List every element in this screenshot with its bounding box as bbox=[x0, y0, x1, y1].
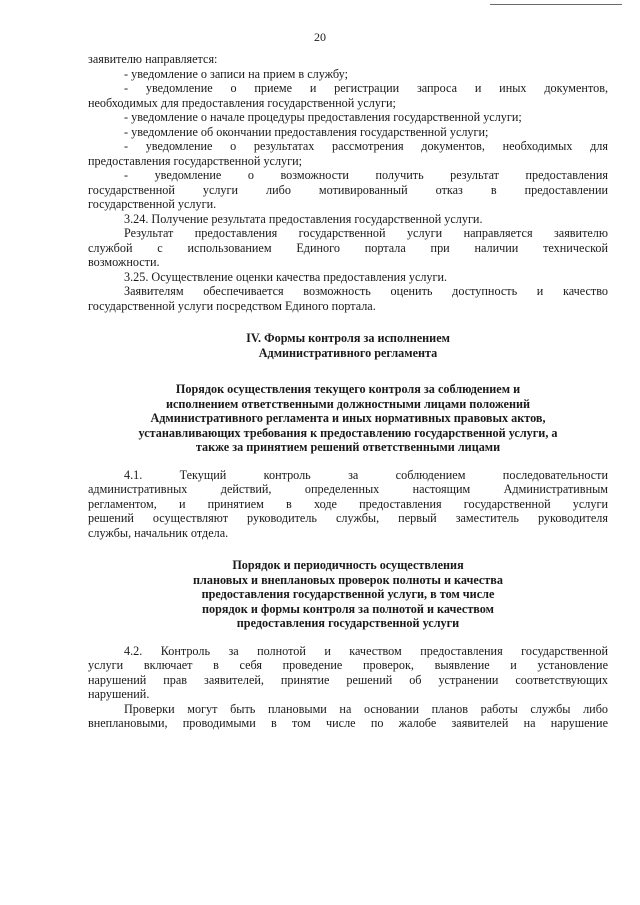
page-content bbox=[88, 52, 608, 731]
body-line: 4.2. Контроль за полнотой и качеством предоставления государственной bbox=[124, 643, 608, 658]
clause-3-25: 3.25. Осуществление оценки качества предоставления услуги. bbox=[124, 269, 448, 284]
clause-4-2 bbox=[88, 644, 608, 731]
list-item: - уведомление о результатах рассмотрения документов, необходимых для bbox=[124, 139, 608, 153]
body-line: Заявителям обеспечивается возможность оценить доступность и качество bbox=[124, 284, 608, 298]
clause-4-1 bbox=[88, 468, 608, 541]
body-line: 4.1. Текущий контроль за соблюдением последовательности bbox=[124, 467, 608, 482]
clause-3-24: 3.24. Получение результата предоставления государственной услуги. bbox=[124, 211, 483, 226]
body-line: Результат предоставления государственной услуги направляется заявителю bbox=[124, 226, 608, 240]
list-item: - уведомление о записи на прием в службу; bbox=[124, 66, 348, 81]
body-line: нарушений прав заявителей, принятие решений об устранении соответствующих bbox=[88, 672, 608, 687]
body-line: государственной услуги либо мотивированный отказ в предоставлении bbox=[88, 182, 608, 197]
scan-edge-line bbox=[490, 4, 622, 5]
subsection-title-line: также за принятием решений ответственными лицами bbox=[195, 440, 501, 454]
list-item: - уведомление о приеме и регистрации запроса и иных документов, bbox=[124, 81, 608, 95]
body-line: необходимых для предоставления государственной услуги; bbox=[88, 95, 396, 110]
section-title-line: IV. Формы контроля за исполнением bbox=[246, 331, 450, 345]
subsection-title bbox=[88, 382, 608, 455]
body-line: услуги включает в себя проведение проверок, выявление и установление bbox=[88, 658, 608, 672]
subsection-title-line: предоставления государственной услуги, в том числе bbox=[201, 587, 495, 601]
section-title bbox=[88, 331, 608, 360]
subsection-title bbox=[88, 558, 608, 631]
body-line: возможности. bbox=[88, 255, 160, 269]
subsection-title-line: Административного регламента и иных нормативных правовых актов, bbox=[150, 411, 546, 425]
body-line: заявителю направляется: bbox=[88, 52, 218, 66]
section-title-line: Административного регламента bbox=[258, 345, 438, 360]
list-item: - уведомление о начале процедуры предоставления государственной услуги; bbox=[124, 110, 522, 124]
body-line: административных действий, определенных настоящим Административным bbox=[88, 482, 608, 496]
list-item: - уведомление об окончании предоставления государственной услуги; bbox=[124, 124, 489, 139]
body-line: регламентом, и принятием в ходе предоставления государственной услуги bbox=[88, 496, 608, 511]
body-line: службой с использованием Единого портала при наличии технической bbox=[88, 240, 608, 255]
body-line: Проверки могут быть плановыми на основании планов работы службы либо bbox=[124, 701, 608, 716]
subsection-title-line: порядок и формы контроля за полнотой и качеством bbox=[202, 601, 494, 616]
list-item: - уведомление о возможности получить результат предоставления bbox=[124, 168, 608, 182]
subsection-title-line: Порядок осуществления текущего контроля за соблюдением и bbox=[175, 382, 521, 396]
subsection-title-line: устанавливающих требования к предоставлению государственной услуги, а bbox=[138, 425, 558, 440]
body-line: службы, начальник отдела. bbox=[88, 525, 229, 540]
subsection-title-line: исполнением ответственными должностными лицами положений bbox=[165, 396, 531, 411]
body-line: государственной услуги. bbox=[88, 197, 217, 211]
body-line: предоставления государственной услуги; bbox=[88, 153, 303, 168]
body-line: нарушений. bbox=[88, 687, 150, 701]
page-number: 20 bbox=[314, 30, 326, 44]
subsection-title-line: Порядок и периодичность осуществления bbox=[232, 558, 464, 572]
body-line: государственной услуги посредством Единого портала. bbox=[88, 298, 376, 313]
subsection-title-line: предоставления государственной услуги bbox=[236, 616, 460, 630]
body-line: решений осуществляют руководитель службы, первый заместитель руководителя bbox=[88, 511, 608, 525]
body-line: внеплановыми, проводимыми в том числе по жалобе заявителей на нарушение bbox=[88, 716, 608, 730]
subsection-title-line: плановых и внеплановых проверок полноты и качества bbox=[193, 572, 503, 587]
